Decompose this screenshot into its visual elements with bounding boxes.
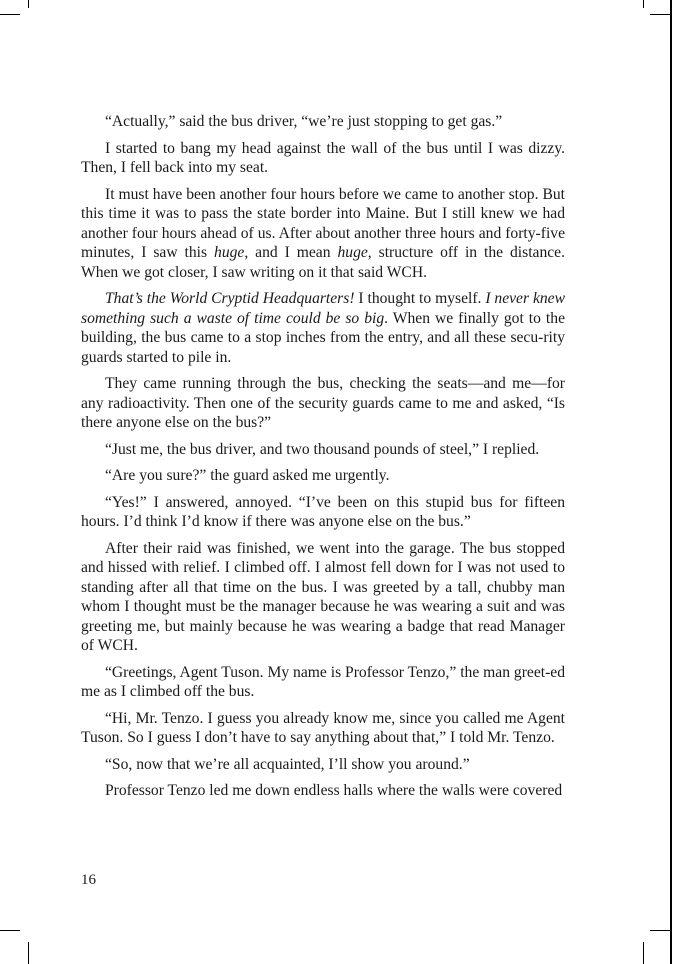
page-edge-rule xyxy=(670,0,672,964)
paragraph: “Greetings, Agent Tuson. My name is Professor Tenzo,” the man greet-ed me as I climbed off the bus. xyxy=(81,663,565,700)
italic-run: I never knew something such a waste of time could be so big xyxy=(81,290,565,327)
paragraph: They came running through the bus, checking the seats—and me—for any radioactivity. Then one of the security guards came to me and asked, “Is there anyone else on the bus?” xyxy=(81,375,565,431)
crop-mark-bottom-right-h xyxy=(650,930,670,931)
paragraph xyxy=(81,185,565,283)
crop-mark-top-right-h xyxy=(650,14,670,15)
italic-run: That’s the World Cryptid Headquarters! xyxy=(105,290,355,307)
crop-mark-top-left-v xyxy=(28,0,29,8)
crop-mark-bottom-left-v xyxy=(28,942,29,964)
crop-mark-bottom-left-h xyxy=(0,930,20,931)
paragraph: After their raid was finished, we went into the garage. The bus stopped and hissed with relief. I climbed off. I almost fell down for I was not used to standing after all that time on the bus. I was greeted by a tall, chubby man whom I thought must be the manager because he was wearing a suit and was greeting me, but mainly because he was wearing a badge that read Manager of WCH. xyxy=(81,539,565,654)
italic-run: huge xyxy=(214,244,245,261)
italic-run: huge, xyxy=(337,244,372,261)
text-run: It must have been another four hours before we came to another stop. But this time it was to pass the state border into Maine. But I still knew we had another four hours ahead of us. After about another three hours and forty-five minutes, I saw this xyxy=(81,185,565,261)
page-number: 16 xyxy=(81,872,96,888)
crop-mark-bottom-right-v xyxy=(643,942,644,964)
paragraph: I started to bang my head against the wall of the bus until I was dizzy. Then, I fell back into my seat. xyxy=(81,139,565,176)
paragraph: “So, now that we’re all acquainted, I’ll show you around.” xyxy=(105,755,470,773)
paragraph: “Actually,” said the bus driver, “we’re just stopping to get gas.” xyxy=(105,113,503,130)
text-run: structure off in the distance. When we got closer, I saw writing on it that said WCH. xyxy=(81,244,566,281)
crop-mark-top-left-h xyxy=(0,14,20,15)
paragraph: “Just me, the bus driver, and two thousand pounds of steel,” I replied. xyxy=(105,440,540,458)
crop-mark-top-right-v xyxy=(643,0,644,8)
paragraph: “Are you sure?” the guard asked me urgently. xyxy=(105,467,390,484)
body-text xyxy=(81,112,565,808)
text-run: , and I mean xyxy=(244,244,338,261)
text-run: I thought to myself. xyxy=(354,290,486,307)
text-run: . When we finally got to the building, the bus came to a stop inches from the entry, and all these secu-rity guards started to pile in. xyxy=(81,309,565,366)
paragraph: “Hi, Mr. Tenzo. I guess you already know me, since you called me Agent Tuson. So I guess I don’t have to say anything about that,” I told Mr. Tenzo. xyxy=(81,709,565,746)
paragraph xyxy=(81,289,565,367)
paragraph: Professor Tenzo led me down endless halls where the walls were covered xyxy=(105,782,563,799)
paragraph: “Yes!” I answered, annoyed. “I’ve been on this stupid bus for fifteen hours. I’d think I’d know if there was anyone else on the bus.” xyxy=(81,493,565,530)
